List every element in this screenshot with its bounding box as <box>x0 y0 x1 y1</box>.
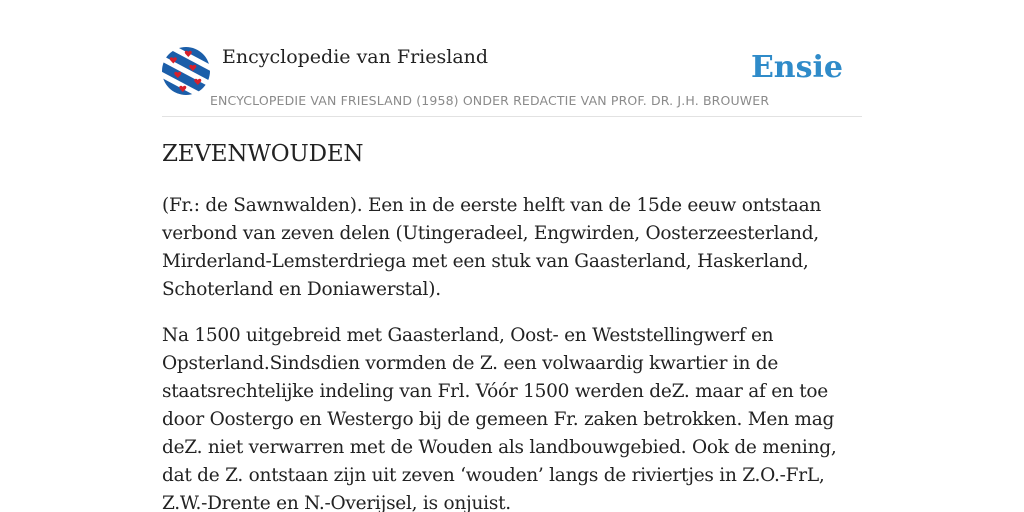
entry-title: ZEVENWOUDEN <box>162 141 364 167</box>
article <box>162 138 862 512</box>
site-subtitle: ENCYCLOPEDIE VAN FRIESLAND (1958) ONDER REDACTIE VAN PROF. DR. J.H. BROUWER <box>210 93 770 108</box>
site-title[interactable]: Encyclopedie van Friesland <box>222 46 489 68</box>
ensie-brand-link[interactable]: Ensie <box>750 50 843 85</box>
article-paragraph: Na 1500 uitgebreid met Gaasterland, Oost- en Weststellingwerf en Opsterland.Sindsdien vormden de Z. een volwaardig kwartier in de staatsrechtelijke indeling van Frl. Vóór 1500 werden deZ. maar af en toe door Oostergo en Westergo bij de gemeen Fr. zaken betrokken. Men mag deZ. niet verwarren met de Wouden als landbouwgebied. Ook de mening, dat de Z. ontstaan zijn uit zeven ‘wouden’ langs de riviertjes in Z.O.-FrL, Z.W.-Drente en N.-Overijsel, is onjuist. <box>162 325 837 512</box>
article-paragraph: (Fr.: de Sawnwalden). Een in de eerste helft van de 15de eeuw ontstaan verbond van zeven delen (Utingeradeel, Engwirden, Oosterzeesterland, Mirderland-Lemsterdriega met een stuk van Gaasterland, Haskerland, Schoterland en Doniawerstal). <box>162 195 822 300</box>
header <box>162 44 862 117</box>
frisian-flag-icon[interactable] <box>162 47 210 95</box>
